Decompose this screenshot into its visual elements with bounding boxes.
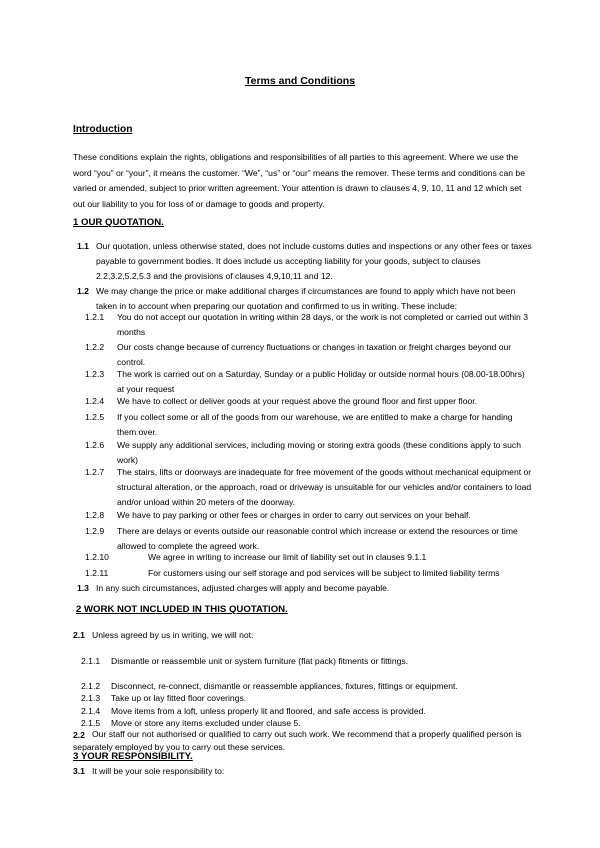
clause-text: The stairs, lifts or doorways are inadequate for free movement of the goods without mechanical equipment or structural alteration, or the approach, road or driveway is unsuitable for our vehicles and/or containers to load and/or unload within 20 meters of the doorway. <box>117 467 532 507</box>
section-2-heading: 2 WORK NOT INCLUDED IN THIS QUOTATION. <box>76 604 288 615</box>
clause-number: 3.1 <box>73 766 85 776</box>
clause-number: 2.1 <box>73 630 85 640</box>
clause-number: 2.2 <box>73 730 85 740</box>
clause-text: For customers using our self storage and pod services will be subject to limited liability terms <box>148 568 500 578</box>
clause-number: 1.2.2 <box>85 342 105 352</box>
clause-text: There are delays or events outside our reasonable control which increase or extend the resources or time allowed to complete the agreed work. <box>117 526 518 551</box>
clause-text: Move or store any items excluded under clause 5. <box>111 718 301 728</box>
clause-number: 1.2.7 <box>85 467 105 477</box>
clause-number: 2.1.2 <box>81 681 101 691</box>
clause-number: 1.2 <box>77 286 89 296</box>
clause-text: If you collect some or all of the goods from our warehouse, we are entitled to make a charge for handing them over. <box>117 412 513 437</box>
clause-text: Unless agreed by us in writing, we will not: <box>92 630 254 640</box>
clause-number: 1.2.3 <box>85 369 105 379</box>
clause-text: We have to pay parking or other fees or charges in order to carry out services on your behalf. <box>117 510 471 520</box>
clause-number: 1.2.10 <box>85 552 109 562</box>
clause-number: 2.1.3 <box>81 693 101 703</box>
section-3-heading: 3 YOUR RESPONSIBILITY. <box>73 751 193 762</box>
clause-text: Our staff our not authorised or qualified to carry out such work. We recommend that a properly qualified person is separately employed by you to carry out these services. <box>73 729 522 752</box>
clause-text: We agree in writing to increase our limit of liability set out in clauses 9.1.1 <box>148 552 427 562</box>
intro-paragraph: These conditions explain the rights, obligations and responsibilities of all parties to this agreement. Where we use the word “you” or “your”, it means the customer. “We”, “us” or “our” means the remover. These terms and conditions can be varied or amended, subject to prior written agreement. Your attention is drawn to clauses 4, 9, 10, 11 and 12 which set out our liability to you for loss of or damage to goods and property. <box>73 152 525 209</box>
clause-text: Dismantle or reassemble unit or system furniture (flat pack) fitments or fittings. <box>111 656 409 666</box>
clause-number: 1.3 <box>77 583 89 593</box>
clause-number: 1.2.5 <box>85 412 105 422</box>
clause-number: 1.2.4 <box>85 396 105 406</box>
clause-text: You do not accept our quotation in writing within 28 days, or the work is not completed or carried out within 3 months <box>117 312 528 337</box>
clause-text: We have to collect or deliver goods at your request above the ground floor and first upper floor. <box>117 396 478 406</box>
clause-number: 1.2.11 <box>85 568 109 578</box>
document-title: Terms and Conditions <box>244 75 356 87</box>
clause-number: 1.1 <box>77 241 89 251</box>
clause-number: 1.2.1 <box>85 312 105 322</box>
clause-text: Our costs change because of currency fluctuations or changes in taxation or freight charges beyond our control. <box>117 342 512 367</box>
clause-text: The work is carried out on a Saturday, Sunday or a public Holiday or outside normal hours (08.00-18.00hrs) at your request <box>117 369 525 394</box>
clause-text: Disconnect, re-connect, dismantle or reassemble appliances, fixtures, fittings or equipment. <box>111 681 458 691</box>
clause-text: Take up or lay fitted floor coverings. <box>111 693 247 703</box>
clause-number: 1.2.8 <box>85 510 105 520</box>
section-1-heading: 1 OUR QUOTATION. <box>73 217 164 228</box>
clause-number: 2.1.5 <box>81 718 101 728</box>
clause-text: It will be your sole responsibility to: <box>92 766 225 776</box>
clause-text: We may change the price or make additional charges if circumstances are found to apply which have not been taken in to account when preparing our quotation and confirmed to us in writing. These include: <box>96 286 516 311</box>
clause-text: Move items from a loft, unless properly lit and floored, and safe access is provided. <box>111 706 426 716</box>
clause-number: 2.1.1 <box>81 656 101 666</box>
clause-number: 2.1.4 <box>81 706 101 716</box>
intro-heading: Introduction <box>73 124 133 135</box>
clause-number: 1.2.6 <box>85 440 105 450</box>
clause-text: We supply any additional services, including moving or storing extra goods (these conditions apply to such work) <box>117 440 521 465</box>
clause-text: In any such circumstances, adjusted charges will apply and become payable. <box>96 583 390 593</box>
clause-text: Our quotation, unless otherwise stated, does not include customs duties and inspections or any other fees or taxes payable to government bodies. It does include us accepting liability for your goods, subject to clauses 2.2,3.2,5.2,5.3 and the provisions of clauses 4,9,10,11 and 12. <box>96 241 532 281</box>
clause-number: 1.2.9 <box>85 526 105 536</box>
